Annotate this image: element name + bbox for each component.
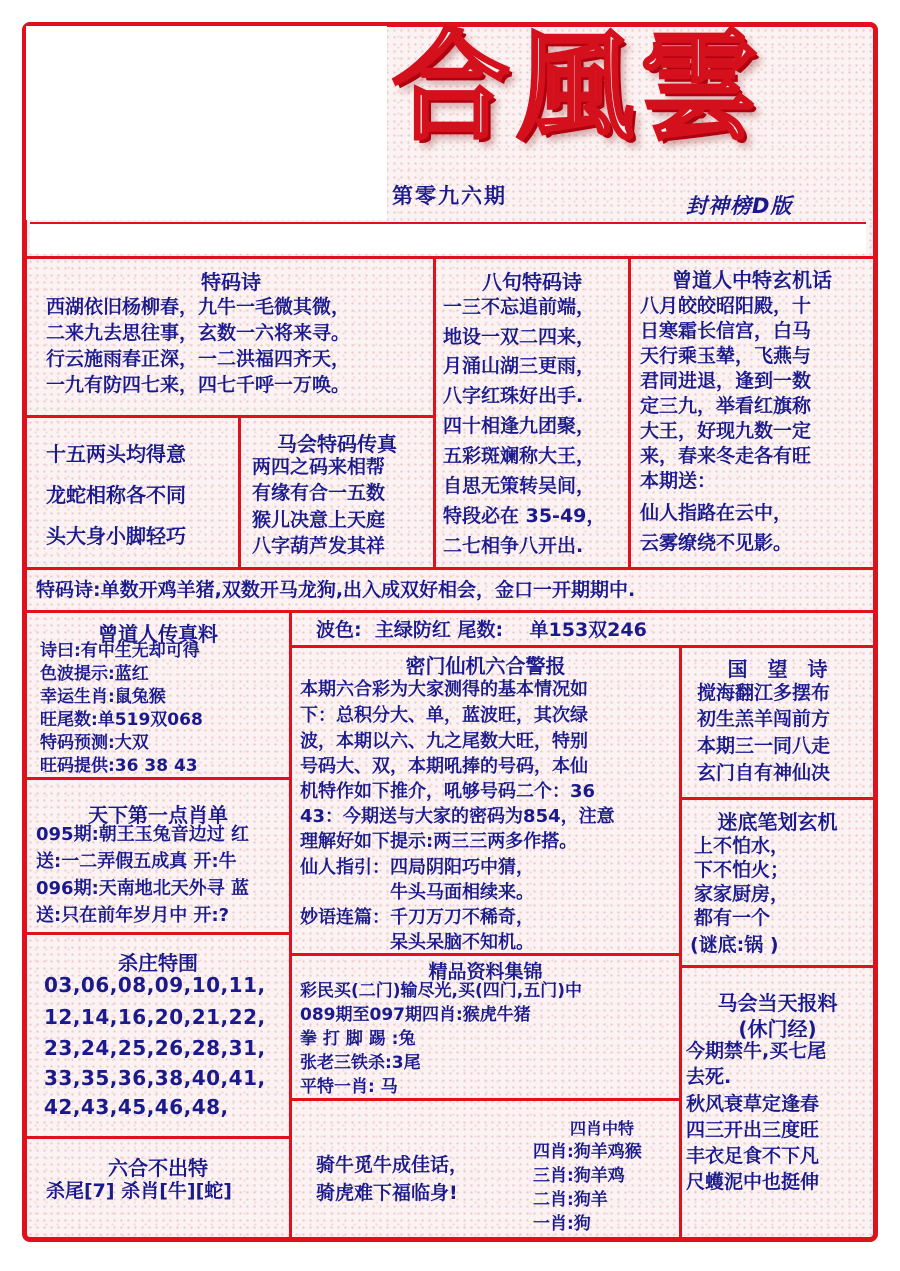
jingpin-line: 平特一肖: 马 [300, 1077, 398, 1097]
three-lines-line: 头大身小脚轻巧 [46, 524, 186, 548]
zeng-fax-line: 旺码提供:36 38 43 [40, 756, 198, 776]
tema-poem-line: 一九有防四七来，四七千呼一万唤。 [46, 374, 351, 396]
masthead-title: 合風雲 [392, 17, 765, 156]
zeng-daoren-line: 仙人指路在云中， [640, 502, 793, 524]
tema-poem-line: 西湖依旧杨柳春，九牛一毛微其微， [46, 296, 351, 318]
eight-lines-line: 四十相逢九团聚， [443, 415, 596, 437]
mahui-fax-line: 八字葫芦发其祥 [252, 535, 386, 557]
midi-line: 上不怕水， [694, 835, 790, 857]
jingpin-line: 张老三铁杀:3尾 [300, 1053, 421, 1073]
mahui-day-line: 尺蠖泥中也挺伸 [686, 1171, 820, 1193]
three-lines-line: 龙蛇相称各不同 [46, 483, 186, 507]
zeng-daoren-line: 君同进退，逢到一数 [640, 370, 812, 392]
mimen-line: 呆头呆脑不知机。 [300, 932, 534, 953]
sixiao-title: 四肖中特 [570, 1119, 635, 1138]
zeng-daoren-line: 日寒霜长信宫，白马 [640, 320, 812, 342]
mahui-day-line: 去死. [686, 1066, 732, 1088]
tianxia-line: 095期:朝王玉兔音边过 红 [36, 824, 250, 845]
shazhuang-line: 33,35,36,38,40,41, [44, 1066, 266, 1090]
tema-poem-line: 二来九去思往事，玄数一六将来寻。 [46, 322, 351, 344]
mahui-day-line: 四三开出三度旺 [686, 1119, 820, 1141]
midi-title: 迷底笔划玄机 [717, 810, 838, 834]
tianxia-line: 送:只在前年岁月中 开:? [36, 905, 230, 926]
mimen-title: 密门仙机六合警报 [405, 654, 566, 678]
tianxia-line: 096期:天南地北天外寻 蓝 [36, 878, 250, 899]
eight-lines-title: 八句特码诗 [482, 270, 582, 294]
zeng-fax-line: 色波提示:蓝红 [40, 664, 149, 684]
sixiao-line: 四肖:狗羊鸡猴 [533, 1142, 642, 1162]
issue-number: 第零九六期 [392, 184, 507, 208]
three-lines-line: 十五两头均得意 [46, 442, 186, 466]
guowang-title: 国 望 诗 [727, 657, 828, 681]
jingpin-line: 拳 打 脚 踢 :兔 [300, 1029, 416, 1049]
mimen-line: 妙语连篇：千刀万刀不稀奇， [300, 907, 534, 928]
mahui-fax-line: 两四之码来相帮 [252, 456, 386, 478]
mahui-day-title: 马会当天报料 [717, 991, 838, 1015]
tianxia-line: 送:一二弄假五成真 开:牛 [36, 851, 237, 872]
zeng-fax-line: 诗曰:有中生无却可得 [40, 641, 200, 661]
banner-poem: 特码诗:单数开鸡羊猪,双数开马龙狗,出入成双好相会，金口一开期期中. [36, 579, 636, 601]
guowang-line: 玄门自有神仙决 [697, 762, 831, 784]
midi-line: (谜底:锅 ) [690, 934, 779, 956]
blank-logo-area [26, 26, 387, 220]
liuhe-line: 杀尾[7] 杀肖[牛][蛇] [46, 1180, 232, 1202]
guowang-line: 初生羔羊闯前方 [697, 708, 831, 730]
shazhuang-title: 杀庄特围 [118, 951, 198, 975]
mahui-day-line: 秋风衰草定逢春 [686, 1093, 820, 1115]
shazhuang-line: 23,24,25,26,28,31, [44, 1036, 266, 1060]
sixiao-line: 三肖:狗羊鸡 [533, 1166, 625, 1186]
midi-line: 家家厨房， [694, 883, 790, 905]
eight-lines-line: 特段必在 35-49， [443, 505, 606, 527]
mahui-day-line: 丰衣足食不下凡 [686, 1145, 820, 1167]
zeng-daoren-line: 八月皎皎昭阳殿，十 [640, 295, 812, 317]
zeng-daoren-line: 云雾缭绕不见影。 [640, 532, 793, 554]
shazhuang-line: 03,06,08,09,10,11, [44, 973, 266, 997]
mimen-line: 本期六合彩为大家测得的基本情况如 [300, 679, 588, 700]
zeng-fax-line: 旺尾数:单519双068 [40, 710, 203, 730]
zeng-daoren-title: 曾道人中特玄机话 [672, 268, 832, 292]
zeng-daoren-line: 来，春来冬走各有旺 [640, 445, 812, 467]
tema-poem-title: 特码诗 [201, 270, 261, 294]
mimen-line: 牛头马面相续来。 [300, 882, 534, 903]
midi-line: 都有一个 [694, 907, 771, 929]
zeng-daoren-line: 大王，好现九数一定 [640, 420, 812, 442]
wave-color-row: 波色: 主绿防红 尾数: 单153双246 [316, 619, 647, 641]
mahui-fax-title: 马会特码传真 [277, 432, 397, 456]
eight-lines-line: 月涌山湖三更雨， [443, 355, 596, 377]
mimen-line: 理解好如下提示:两三三两多作搭。 [300, 831, 578, 852]
mimen-line: 仙人指引：四局阴阳巧中猜， [300, 857, 534, 878]
eight-lines-line: 地设一双二四来， [443, 326, 596, 348]
mimen-line: 43：今期送与大家的密码为854，注意 [300, 806, 615, 827]
jingpin-title: 精品资料集锦 [428, 961, 543, 983]
eight-lines-line: 五彩斑斓称大王， [443, 445, 596, 467]
eight-lines-line: 一三不忘追前端， [443, 296, 596, 318]
zeng-daoren-line: 本期送： [640, 470, 717, 492]
zeng-fax-line: 幸运生肖:鼠兔猴 [40, 687, 166, 707]
mahui-day-subtitle: (休门经) [738, 1017, 817, 1041]
eight-lines-line: 八字红珠好出手. [443, 385, 584, 407]
mimen-line: 机特作如下推介，吼够号码二个：36 [300, 781, 596, 802]
guowang-line: 搅海翻江多摆布 [697, 682, 831, 704]
liuhe-title: 六合不出特 [108, 1156, 208, 1180]
tema-poem-line: 行云施雨春正深，一二洪福四齐天， [46, 348, 351, 370]
zeng-daoren-line: 定三九，举看红旗称 [640, 395, 812, 417]
qiniu-line: 骑虎难下福临身! [316, 1182, 458, 1204]
jingpin-line: 089期至097期四肖:猴虎牛猪 [300, 1005, 531, 1025]
qiniu-line: 骑牛觅牛成佳话， [316, 1154, 469, 1176]
guowang-line: 本期三一同八走 [697, 735, 831, 757]
zeng-fax-line: 特码预测:大双 [40, 733, 149, 753]
mahui-fax-line: 猴儿决意上天庭 [252, 509, 386, 531]
zeng-daoren-line: 天行乘玉辇，飞燕与 [640, 345, 812, 367]
shazhuang-line: 42,43,45,46,48, [44, 1095, 229, 1119]
shazhuang-line: 12,14,16,20,21,22, [44, 1005, 266, 1029]
jingpin-line: 彩民买(二门)输尽光,买(四门,五门)中 [300, 981, 582, 1001]
midi-line: 下不怕火； [694, 859, 790, 881]
header-strip [30, 222, 866, 254]
mahui-day-line: 今期禁牛,买七尾 [686, 1040, 827, 1062]
zeng-fax-title: 曾道人传真料 [98, 622, 218, 646]
eight-lines-line: 二七相争八开出. [443, 535, 584, 557]
mimen-line: 下：总积分大、单，蓝波旺，其次绿 [300, 705, 588, 726]
mimen-line: 号码大、双，本期吼捧的号码，本仙 [300, 756, 588, 777]
mahui-fax-line: 有缘有合一五数 [252, 482, 386, 504]
sixiao-line: 二肖:狗羊 [533, 1190, 608, 1210]
tianxia-title: 天下第一点肖单 [88, 803, 228, 827]
mimen-line: 波，本期以六、九之尾数大旺，特别 [300, 731, 588, 752]
edition-label: 封神榜D版 [686, 194, 793, 218]
sixiao-line: 一肖:狗 [533, 1214, 591, 1234]
eight-lines-line: 自思无策转吴间， [443, 475, 596, 497]
